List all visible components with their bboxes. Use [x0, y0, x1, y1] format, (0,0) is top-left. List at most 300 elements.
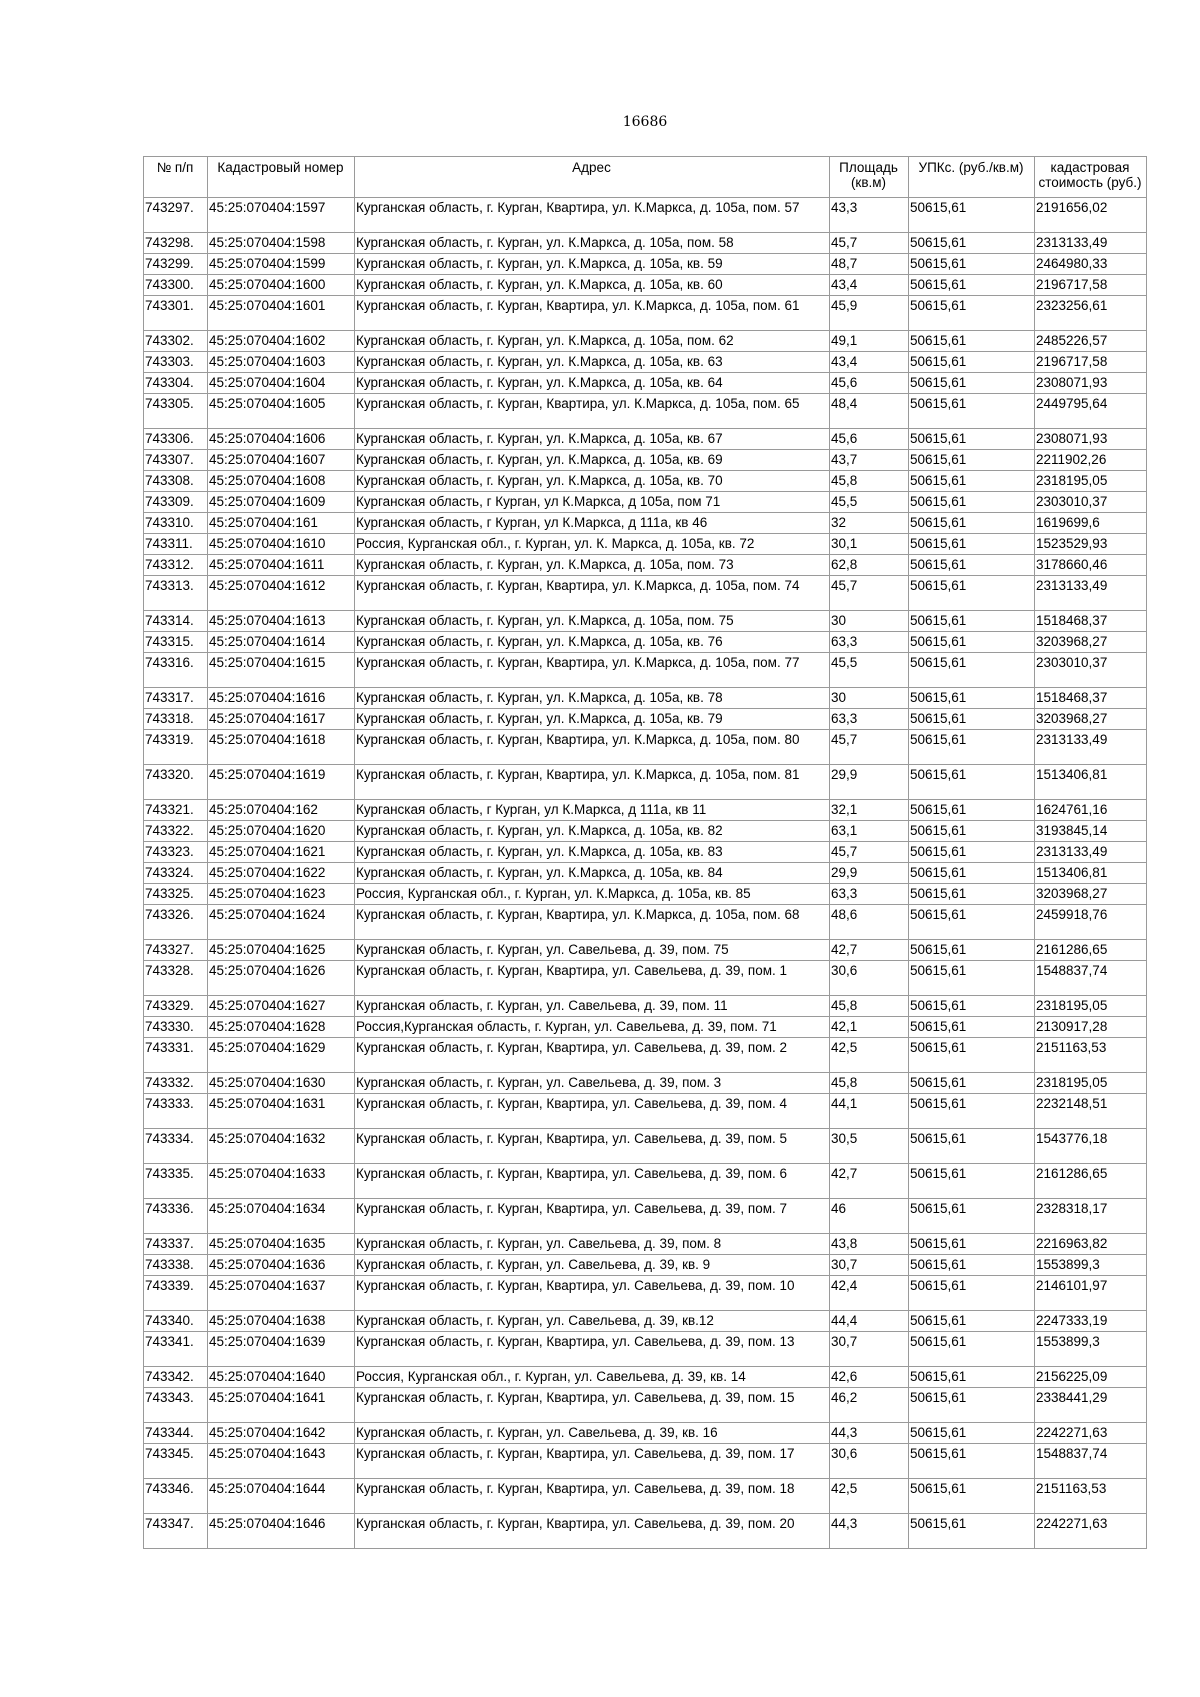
table-row: [144, 800, 1147, 821]
cell-address: Курганская область, г. Курган, Квартира, ул. Савельева, д. 39, пом. 5: [355, 1129, 830, 1164]
cell-cadastral-value: 1543776,18: [1035, 1129, 1147, 1164]
cell-cadastral-number: 45:25:070404:1605: [208, 394, 355, 429]
cell-row-number: 743309.: [144, 492, 208, 513]
table-row: [144, 632, 1147, 653]
cell-address: Курганская область, г. Курган, Квартира, ул. Савельева, д. 39, пом. 15: [355, 1388, 830, 1423]
cell-address: Курганская область, г. Курган, ул. К.Маркса, д. 105а, пом. 58: [355, 233, 830, 254]
cell-row-number: 743337.: [144, 1234, 208, 1255]
cell-row-number: 743304.: [144, 373, 208, 394]
cell-cadastral-value: 3203968,27: [1035, 632, 1147, 653]
cell-cadastral-number: 45:25:070404:161: [208, 513, 355, 534]
table-row: [144, 842, 1147, 863]
cell-area: 29,9: [830, 765, 909, 800]
cell-cadastral-value: 3203968,27: [1035, 884, 1147, 905]
cell-cadastral-number: 45:25:070404:1621: [208, 842, 355, 863]
cell-cadastral-value: 1624761,16: [1035, 800, 1147, 821]
cell-unit-value: 50615,61: [909, 1255, 1035, 1276]
cell-address: Курганская область, г. Курган, Квартира, ул. Савельева, д. 39, пом. 13: [355, 1332, 830, 1367]
cell-address: Курганская область, г. Курган, Квартира, ул. Савельева, д. 39, пом. 4: [355, 1094, 830, 1129]
cell-cadastral-value: 3203968,27: [1035, 709, 1147, 730]
cell-unit-value: 50615,61: [909, 1129, 1035, 1164]
table-row: [144, 1094, 1147, 1129]
cell-cadastral-number: 45:25:070404:1617: [208, 709, 355, 730]
cell-area: 30,6: [830, 1444, 909, 1479]
cell-cadastral-number: 45:25:070404:1601: [208, 296, 355, 331]
table-row: [144, 1164, 1147, 1199]
cell-row-number: 743312.: [144, 555, 208, 576]
cell-cadastral-number: 45:25:070404:1635: [208, 1234, 355, 1255]
cell-cadastral-number: 45:25:070404:1599: [208, 254, 355, 275]
table-row: [144, 1276, 1147, 1311]
cell-address: Курганская область, г. Курган, Квартира, ул. Савельева, д. 39, пом. 1: [355, 961, 830, 996]
cell-row-number: 743303.: [144, 352, 208, 373]
cell-area: 42,4: [830, 1276, 909, 1311]
table-row: [144, 611, 1147, 632]
cell-area: 45,8: [830, 996, 909, 1017]
cell-unit-value: 50615,61: [909, 576, 1035, 611]
cell-cadastral-value: 1523529,93: [1035, 534, 1147, 555]
cell-row-number: 743324.: [144, 863, 208, 884]
cell-address: Курганская область, г. Курган, Квартира, ул. К.Маркса, д. 105а, пом. 57: [355, 198, 830, 233]
cell-cadastral-number: 45:25:070404:1618: [208, 730, 355, 765]
cell-cadastral-number: 45:25:070404:1624: [208, 905, 355, 940]
cell-row-number: 743328.: [144, 961, 208, 996]
cell-unit-value: 50615,61: [909, 555, 1035, 576]
cell-cadastral-number: 45:25:070404:1637: [208, 1276, 355, 1311]
cell-cadastral-value: 2459918,76: [1035, 905, 1147, 940]
cell-unit-value: 50615,61: [909, 1094, 1035, 1129]
cell-address: Курганская область, г. Курган, Квартира, ул. К.Маркса, д. 105а, пом. 68: [355, 905, 830, 940]
cell-area: 30: [830, 688, 909, 709]
cell-row-number: 743302.: [144, 331, 208, 352]
cell-area: 48,7: [830, 254, 909, 275]
cell-unit-value: 50615,61: [909, 352, 1035, 373]
cell-area: 63,3: [830, 632, 909, 653]
cell-area: 43,3: [830, 198, 909, 233]
cell-address: Курганская область, г. Курган, ул. Савельева, д. 39, пом. 3: [355, 1073, 830, 1094]
cell-cadastral-number: 45:25:070404:1627: [208, 996, 355, 1017]
cell-cadastral-number: 45:25:070404:1604: [208, 373, 355, 394]
cell-address: Курганская область, г. Курган, ул. К.Маркса, д. 105а, кв. 76: [355, 632, 830, 653]
cell-area: 44,1: [830, 1094, 909, 1129]
table-row: [144, 429, 1147, 450]
table-row: [144, 352, 1147, 373]
cell-cadastral-number: 45:25:070404:1600: [208, 275, 355, 296]
cell-area: 45,7: [830, 730, 909, 765]
cell-cadastral-value: 2485226,57: [1035, 331, 1147, 352]
cell-unit-value: 50615,61: [909, 275, 1035, 296]
table-row: [144, 1311, 1147, 1332]
table-row: [144, 555, 1147, 576]
table-row: [144, 1367, 1147, 1388]
cell-address: Курганская область, г. Курган, ул. Савельева, д. 39, пом. 75: [355, 940, 830, 961]
cell-area: 30,7: [830, 1332, 909, 1367]
cell-cadastral-number: 45:25:070404:1625: [208, 940, 355, 961]
cell-cadastral-value: 2464980,33: [1035, 254, 1147, 275]
header-cadastral-number: Кадастровый номер: [208, 157, 355, 198]
cell-unit-value: 50615,61: [909, 1164, 1035, 1199]
cell-address: Курганская область, г. Курган, ул. К.Маркса, д. 105а, пом. 62: [355, 331, 830, 352]
cell-address: Курганская область, г. Курган, Квартира, ул. К.Маркса, д. 105а, пом. 65: [355, 394, 830, 429]
table-row: [144, 394, 1147, 429]
cell-unit-value: 50615,61: [909, 373, 1035, 394]
cell-area: 30: [830, 611, 909, 632]
cell-area: 48,4: [830, 394, 909, 429]
cell-cadastral-value: 2146101,97: [1035, 1276, 1147, 1311]
cell-address: Курганская область, г. Курган, Квартира, ул. К.Маркса, д. 105а, пом. 74: [355, 576, 830, 611]
table-row: [144, 1332, 1147, 1367]
cell-area: 42,5: [830, 1038, 909, 1073]
cell-address: Курганская область, г. Курган, ул. К.Маркса, д. 105а, кв. 82: [355, 821, 830, 842]
cell-cadastral-value: 2196717,58: [1035, 352, 1147, 373]
cell-cadastral-value: 2196717,58: [1035, 275, 1147, 296]
cell-address: Курганская область, г. Курган, ул. К.Маркса, д. 105а, кв. 69: [355, 450, 830, 471]
cell-row-number: 743333.: [144, 1094, 208, 1129]
cell-row-number: 743327.: [144, 940, 208, 961]
cell-cadastral-number: 45:25:070404:1633: [208, 1164, 355, 1199]
cell-cadastral-value: 1518468,37: [1035, 611, 1147, 632]
cell-cadastral-number: 45:25:070404:1630: [208, 1073, 355, 1094]
cell-cadastral-value: 1513406,81: [1035, 765, 1147, 800]
cell-unit-value: 50615,61: [909, 513, 1035, 534]
cell-row-number: 743311.: [144, 534, 208, 555]
cell-row-number: 743330.: [144, 1017, 208, 1038]
cell-address: Курганская область, г. Курган, ул. К.Маркса, д. 105а, пом. 73: [355, 555, 830, 576]
table-row: [144, 576, 1147, 611]
cell-row-number: 743316.: [144, 653, 208, 688]
cell-area: 42,7: [830, 1164, 909, 1199]
header-row-number: № п/п: [144, 157, 208, 198]
table-row: [144, 373, 1147, 394]
cell-address: Курганская область, г Курган, ул К.Маркса, д 111а, кв 11: [355, 800, 830, 821]
cell-row-number: 743308.: [144, 471, 208, 492]
cell-cadastral-value: 2151163,53: [1035, 1038, 1147, 1073]
cell-cadastral-value: 1548837,74: [1035, 1444, 1147, 1479]
cell-cadastral-value: 2211902,26: [1035, 450, 1147, 471]
cell-address: Курганская область, г. Курган, Квартира, ул. Савельева, д. 39, пом. 7: [355, 1199, 830, 1234]
cell-unit-value: 50615,61: [909, 1367, 1035, 1388]
cell-address: Курганская область, г. Курган, Квартира, ул. К.Маркса, д. 105а, пом. 81: [355, 765, 830, 800]
cell-unit-value: 50615,61: [909, 1234, 1035, 1255]
cell-cadastral-value: 2151163,53: [1035, 1479, 1147, 1514]
cell-row-number: 743346.: [144, 1479, 208, 1514]
cell-address: Россия, Курганская обл., г. Курган, ул. К. Маркса, д. 105а, кв. 72: [355, 534, 830, 555]
table-row: [144, 1479, 1147, 1514]
cell-cadastral-value: 3178660,46: [1035, 555, 1147, 576]
header-unit-value: УПКс. (руб./кв.м): [909, 157, 1035, 198]
cell-unit-value: 50615,61: [909, 1514, 1035, 1549]
cell-cadastral-value: 1553899,3: [1035, 1255, 1147, 1276]
cell-unit-value: 50615,61: [909, 1444, 1035, 1479]
cell-address: Курганская область, г. Курган, ул. К.Маркса, д. 105а, пом. 75: [355, 611, 830, 632]
cell-row-number: 743329.: [144, 996, 208, 1017]
table-row: [144, 450, 1147, 471]
cell-address: Курганская область, г Курган, ул К.Маркса, д 105а, пом 71: [355, 492, 830, 513]
cell-row-number: 743325.: [144, 884, 208, 905]
cell-area: 45,7: [830, 842, 909, 863]
cell-cadastral-number: 45:25:070404:1609: [208, 492, 355, 513]
cell-cadastral-number: 45:25:070404:1642: [208, 1423, 355, 1444]
header-cadastral-value: кадастровая стоимость (руб.): [1035, 157, 1147, 198]
cell-cadastral-value: 2303010,37: [1035, 653, 1147, 688]
table-row: [144, 863, 1147, 884]
table-row: [144, 765, 1147, 800]
cell-area: 63,1: [830, 821, 909, 842]
cell-cadastral-number: 45:25:070404:1638: [208, 1311, 355, 1332]
cell-cadastral-number: 45:25:070404:1615: [208, 653, 355, 688]
cell-area: 45,8: [830, 1073, 909, 1094]
cell-row-number: 743343.: [144, 1388, 208, 1423]
cell-area: 48,6: [830, 905, 909, 940]
cell-row-number: 743338.: [144, 1255, 208, 1276]
cell-cadastral-number: 45:25:070404:1646: [208, 1514, 355, 1549]
cell-cadastral-number: 45:25:070404:1616: [208, 688, 355, 709]
table-row: [144, 884, 1147, 905]
cell-cadastral-number: 45:25:070404:1619: [208, 765, 355, 800]
cell-cadastral-value: 2308071,93: [1035, 373, 1147, 394]
cell-row-number: 743336.: [144, 1199, 208, 1234]
cell-cadastral-number: 45:25:070404:1603: [208, 352, 355, 373]
cell-address: Курганская область, г. Курган, ул. Савельева, д. 39, кв.12: [355, 1311, 830, 1332]
cell-unit-value: 50615,61: [909, 394, 1035, 429]
cell-cadastral-value: 2161286,65: [1035, 1164, 1147, 1199]
cell-area: 43,4: [830, 352, 909, 373]
table-row: [144, 254, 1147, 275]
cell-unit-value: 50615,61: [909, 1038, 1035, 1073]
cadastral-table: [143, 156, 1147, 1549]
cell-address: Курганская область, г. Курган, Квартира, ул. Савельева, д. 39, пом. 2: [355, 1038, 830, 1073]
table-row: [144, 940, 1147, 961]
cell-address: Курганская область, г. Курган, ул. Савельева, д. 39, пом. 11: [355, 996, 830, 1017]
cell-row-number: 743345.: [144, 1444, 208, 1479]
cell-unit-value: 50615,61: [909, 996, 1035, 1017]
cell-cadastral-number: 45:25:070404:1608: [208, 471, 355, 492]
cell-row-number: 743340.: [144, 1311, 208, 1332]
cell-area: 42,5: [830, 1479, 909, 1514]
cell-area: 62,8: [830, 555, 909, 576]
cell-address: Курганская область, г. Курган, ул. К.Маркса, д. 105а, кв. 83: [355, 842, 830, 863]
cell-cadastral-number: 45:25:070404:1614: [208, 632, 355, 653]
cell-cadastral-number: 45:25:070404:1606: [208, 429, 355, 450]
cell-row-number: 743300.: [144, 275, 208, 296]
cell-cadastral-value: 2156225,09: [1035, 1367, 1147, 1388]
cell-unit-value: 50615,61: [909, 471, 1035, 492]
cell-area: 30,6: [830, 961, 909, 996]
cell-unit-value: 50615,61: [909, 534, 1035, 555]
cell-address: Курганская область, г. Курган, ул. К.Маркса, д. 105а, кв. 67: [355, 429, 830, 450]
table-row: [144, 471, 1147, 492]
cell-unit-value: 50615,61: [909, 1423, 1035, 1444]
cell-unit-value: 50615,61: [909, 709, 1035, 730]
cell-row-number: 743334.: [144, 1129, 208, 1164]
cell-area: 46: [830, 1199, 909, 1234]
cell-row-number: 743317.: [144, 688, 208, 709]
cell-unit-value: 50615,61: [909, 905, 1035, 940]
cell-unit-value: 50615,61: [909, 296, 1035, 331]
table-header-row: [144, 157, 1147, 198]
cell-cadastral-value: 1518468,37: [1035, 688, 1147, 709]
cell-address: Курганская область, г. Курган, Квартира, ул. Савельева, д. 39, пом. 6: [355, 1164, 830, 1199]
cell-cadastral-value: 2242271,63: [1035, 1423, 1147, 1444]
cell-row-number: 743335.: [144, 1164, 208, 1199]
table-row: [144, 1073, 1147, 1094]
cell-cadastral-value: 2216963,82: [1035, 1234, 1147, 1255]
table-row: [144, 1388, 1147, 1423]
cell-cadastral-number: 45:25:070404:1640: [208, 1367, 355, 1388]
cell-address: Россия,Курганская область, г. Курган, ул. Савельева, д. 39, пом. 71: [355, 1017, 830, 1038]
cell-row-number: 743318.: [144, 709, 208, 730]
table-row: [144, 275, 1147, 296]
header-area: Площадь (кв.м): [830, 157, 909, 198]
cell-area: 63,3: [830, 709, 909, 730]
cell-unit-value: 50615,61: [909, 730, 1035, 765]
cell-unit-value: 50615,61: [909, 429, 1035, 450]
table-row: [144, 709, 1147, 730]
cell-unit-value: 50615,61: [909, 765, 1035, 800]
cell-unit-value: 50615,61: [909, 233, 1035, 254]
cell-address: Курганская область, г. Курган, Квартира, ул. Савельева, д. 39, пом. 20: [355, 1514, 830, 1549]
cell-row-number: 743310.: [144, 513, 208, 534]
cell-unit-value: 50615,61: [909, 884, 1035, 905]
cell-row-number: 743332.: [144, 1073, 208, 1094]
table-row: [144, 492, 1147, 513]
cell-row-number: 743301.: [144, 296, 208, 331]
cell-cadastral-number: 45:25:070404:1631: [208, 1094, 355, 1129]
cell-cadastral-value: 1513406,81: [1035, 863, 1147, 884]
cell-cadastral-number: 45:25:070404:1632: [208, 1129, 355, 1164]
cell-address: Россия, Курганская обл., г. Курган, ул. Савельева, д. 39, кв. 14: [355, 1367, 830, 1388]
table-row: [144, 653, 1147, 688]
cell-address: Курганская область, г. Курган, Квартира, ул. Савельева, д. 39, пом. 18: [355, 1479, 830, 1514]
cell-area: 44,3: [830, 1514, 909, 1549]
cell-cadastral-value: 3193845,14: [1035, 821, 1147, 842]
cell-area: 32,1: [830, 800, 909, 821]
cell-cadastral-number: 45:25:070404:1620: [208, 821, 355, 842]
table-row: [144, 961, 1147, 996]
cell-row-number: 743314.: [144, 611, 208, 632]
cell-unit-value: 50615,61: [909, 1311, 1035, 1332]
cell-cadastral-value: 2303010,37: [1035, 492, 1147, 513]
cell-area: 45,6: [830, 373, 909, 394]
cell-address: Курганская область, г. Курган, ул. Савельева, д. 39, кв. 16: [355, 1423, 830, 1444]
cell-unit-value: 50615,61: [909, 653, 1035, 688]
cell-cadastral-number: 45:25:070404:1597: [208, 198, 355, 233]
table-row: [144, 296, 1147, 331]
table-row: [144, 821, 1147, 842]
cell-row-number: 743298.: [144, 233, 208, 254]
cell-unit-value: 50615,61: [909, 1388, 1035, 1423]
table-row: [144, 513, 1147, 534]
cell-row-number: 743315.: [144, 632, 208, 653]
cell-area: 30,5: [830, 1129, 909, 1164]
cell-cadastral-number: 45:25:070404:1629: [208, 1038, 355, 1073]
cell-address: Курганская область, г. Курган, ул. К.Маркса, д. 105а, кв. 60: [355, 275, 830, 296]
cell-cadastral-number: 45:25:070404:1628: [208, 1017, 355, 1038]
cell-unit-value: 50615,61: [909, 940, 1035, 961]
cell-cadastral-value: 2318195,05: [1035, 471, 1147, 492]
cell-cadastral-value: 2130917,28: [1035, 1017, 1147, 1038]
cell-cadastral-value: 2313133,49: [1035, 730, 1147, 765]
cell-row-number: 743331.: [144, 1038, 208, 1073]
cell-unit-value: 50615,61: [909, 961, 1035, 996]
cell-cadastral-value: 2191656,02: [1035, 198, 1147, 233]
cell-row-number: 743297.: [144, 198, 208, 233]
table-row: [144, 1423, 1147, 1444]
cell-area: 45,9: [830, 296, 909, 331]
cell-area: 43,8: [830, 1234, 909, 1255]
cell-row-number: 743319.: [144, 730, 208, 765]
cell-cadastral-value: 2449795,64: [1035, 394, 1147, 429]
cell-cadastral-value: 2313133,49: [1035, 233, 1147, 254]
cell-row-number: 743305.: [144, 394, 208, 429]
cell-unit-value: 50615,61: [909, 688, 1035, 709]
cell-address: Курганская область, г. Курган, ул. Савельева, д. 39, кв. 9: [355, 1255, 830, 1276]
cell-cadastral-value: 2318195,05: [1035, 996, 1147, 1017]
cell-row-number: 743323.: [144, 842, 208, 863]
cell-cadastral-number: 45:25:070404:1612: [208, 576, 355, 611]
cell-area: 45,5: [830, 492, 909, 513]
cell-address: Россия, Курганская обл., г. Курган, ул. К.Маркса, д. 105а, кв. 85: [355, 884, 830, 905]
cell-row-number: 743320.: [144, 765, 208, 800]
cell-area: 29,9: [830, 863, 909, 884]
cell-unit-value: 50615,61: [909, 1199, 1035, 1234]
cell-cadastral-number: 45:25:070404:1639: [208, 1332, 355, 1367]
cell-cadastral-value: 2323256,61: [1035, 296, 1147, 331]
cell-cadastral-value: 2313133,49: [1035, 576, 1147, 611]
cell-cadastral-value: 2308071,93: [1035, 429, 1147, 450]
cell-unit-value: 50615,61: [909, 1017, 1035, 1038]
cell-unit-value: 50615,61: [909, 254, 1035, 275]
cell-address: Курганская область, г. Курган, Квартира, ул. Савельева, д. 39, пом. 10: [355, 1276, 830, 1311]
cell-address: Курганская область, г Курган, ул К.Маркса, д 111а, кв 46: [355, 513, 830, 534]
cell-cadastral-value: 1619699,6: [1035, 513, 1147, 534]
cell-area: 42,6: [830, 1367, 909, 1388]
cell-area: 43,4: [830, 275, 909, 296]
cell-cadastral-value: 2318195,05: [1035, 1073, 1147, 1094]
cell-address: Курганская область, г. Курган, ул. К.Маркса, д. 105а, кв. 79: [355, 709, 830, 730]
cell-cadastral-value: 2242271,63: [1035, 1514, 1147, 1549]
cell-address: Курганская область, г. Курган, ул. К.Маркса, д. 105а, кв. 70: [355, 471, 830, 492]
table-row: [144, 1199, 1147, 1234]
cell-row-number: 743321.: [144, 800, 208, 821]
cell-cadastral-value: 2338441,29: [1035, 1388, 1147, 1423]
cell-area: 45,5: [830, 653, 909, 688]
cell-cadastral-value: 1553899,3: [1035, 1332, 1147, 1367]
cell-address: Курганская область, г. Курган, ул. К.Маркса, д. 105а, кв. 63: [355, 352, 830, 373]
cell-cadastral-value: 2161286,65: [1035, 940, 1147, 961]
table-row: [144, 1038, 1147, 1073]
cell-row-number: 743347.: [144, 1514, 208, 1549]
header-address: Адрес: [355, 157, 830, 198]
cell-cadastral-number: 45:25:070404:1602: [208, 331, 355, 352]
cell-cadastral-number: 45:25:070404:1641: [208, 1388, 355, 1423]
cell-unit-value: 50615,61: [909, 1332, 1035, 1367]
cell-unit-value: 50615,61: [909, 331, 1035, 352]
cell-row-number: 743344.: [144, 1423, 208, 1444]
cell-row-number: 743322.: [144, 821, 208, 842]
cell-cadastral-number: 45:25:070404:1607: [208, 450, 355, 471]
table-row: [144, 905, 1147, 940]
cell-area: 43,7: [830, 450, 909, 471]
cell-area: 44,4: [830, 1311, 909, 1332]
cell-cadastral-value: 2247333,19: [1035, 1311, 1147, 1332]
table-row: [144, 331, 1147, 352]
cell-cadastral-number: 45:25:070404:1643: [208, 1444, 355, 1479]
table-row: [144, 1129, 1147, 1164]
cell-area: 49,1: [830, 331, 909, 352]
cell-unit-value: 50615,61: [909, 492, 1035, 513]
cell-address: Курганская область, г. Курган, Квартира, ул. К.Маркса, д. 105а, пом. 77: [355, 653, 830, 688]
